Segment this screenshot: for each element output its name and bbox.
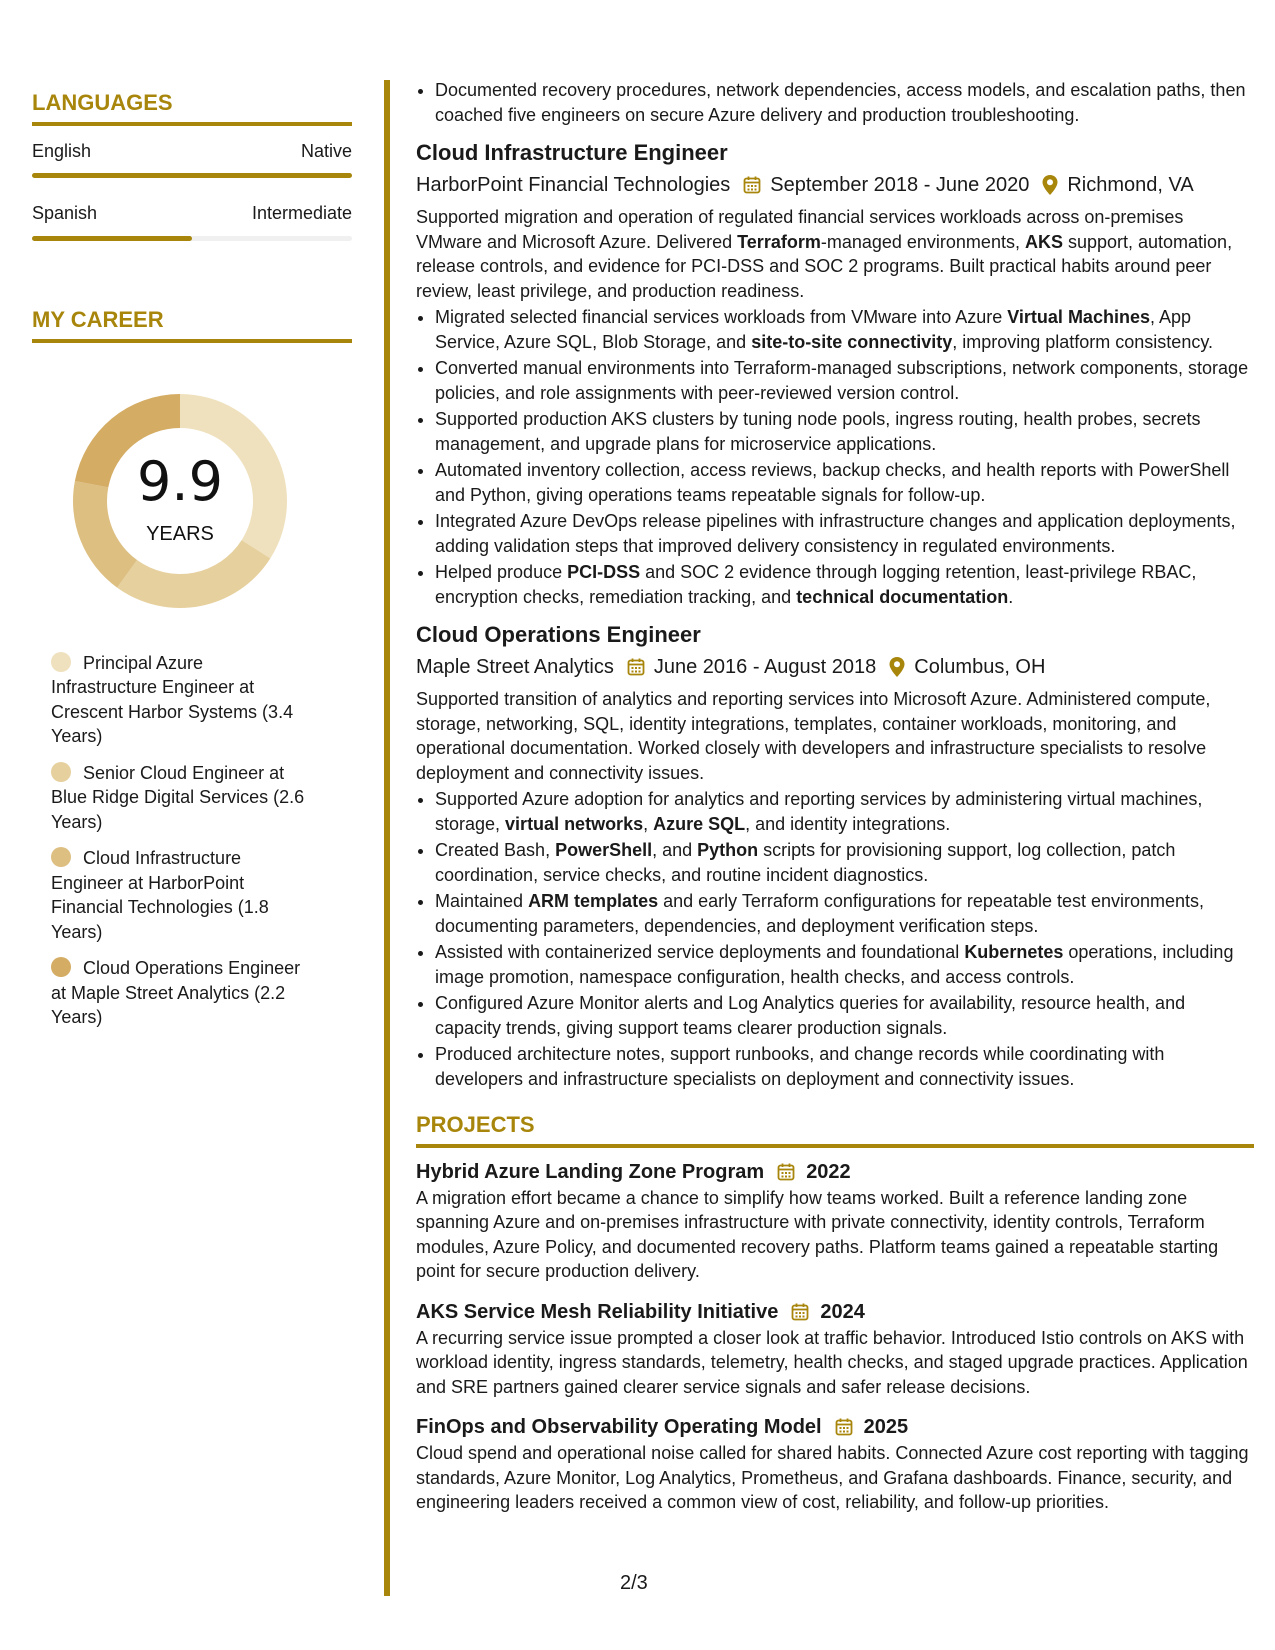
career-unit: YEARS bbox=[146, 522, 214, 545]
legend-dot bbox=[51, 847, 71, 867]
column-divider bbox=[384, 80, 390, 1596]
bullet-item: • Automated inventory collection, access reviews, backup checks, and health reports with PowerShell and Python, giving operations teams repeatable signals for follow-up. bbox=[435, 458, 1254, 507]
job-title: Cloud Infrastructure Engineer bbox=[416, 140, 728, 165]
job-entry bbox=[416, 139, 1254, 609]
bullet-item: • Assisted with containerized service deployments and foundational Kubernetes operations, including image promotion, namespace configuration, health checks, and access controls. bbox=[435, 940, 1254, 989]
legend-label: Principal Azure Infrastructure Engineer at Crescent Harbor Systems (3.4 Years) bbox=[51, 652, 294, 747]
project-description: Cloud spend and operational noise called for shared habits. Connected Azure cost reporting with tagging standards, Azure Monitor, Log Analytics, Prometheus, and Grafana dashboards. Finance, security, and engineering leaders received a common view of cost, reliability, and follow-up priorities. bbox=[416, 1443, 1249, 1512]
project-year: 2022 bbox=[806, 1160, 851, 1183]
career-title: MY CAREER bbox=[32, 309, 352, 343]
language-row bbox=[32, 140, 352, 178]
location-pin-icon bbox=[888, 656, 906, 678]
project-title: Hybrid Azure Landing Zone Program bbox=[416, 1160, 765, 1183]
job-company: HarborPoint Financial Technologies bbox=[416, 174, 731, 196]
bullet-item: • Migrated selected financial services workloads from VMware into Azure Virtual Machines, App Service, Azure SQL, Blob Storage, and site-to-site connectivity, improving platform consistency. bbox=[435, 305, 1254, 354]
bullet-item: • Configured Azure Monitor alerts and Log Analytics queries for availability, resource health, and capacity trends, giving support teams clearer production signals. bbox=[435, 991, 1254, 1040]
bullet-item: • Supported Azure adoption for analytics and reporting services by administering virtual machines, storage, virtual networks, Azure SQL, and identity integrations. bbox=[435, 787, 1254, 836]
legend-label: Senior Cloud Engineer at Blue Ridge Digital Services (2.6 Years) bbox=[51, 762, 305, 832]
projects-title: PROJECTS bbox=[416, 1113, 1254, 1148]
job-meta bbox=[416, 653, 1254, 681]
job-dates: September 2018 - June 2020 bbox=[770, 174, 1030, 196]
project-description: A recurring service issue prompted a closer look at traffic behavior. Introduced Istio controls on AKS with workload identity, ingress standards, telemetry, health checks, and staged upgrade practices. Application and SRE partners gained clearer service signals and safer release decisions. bbox=[416, 1327, 1248, 1397]
location-pin-icon bbox=[1041, 174, 1059, 196]
bullet-item: • Produced architecture notes, support runbooks, and change records while coordinating with developers and infrastructure specialists on deployment and connectivity issues. bbox=[435, 1042, 1254, 1091]
project-entry bbox=[416, 1158, 1254, 1284]
job-entry bbox=[416, 621, 1254, 1091]
project-year: 2025 bbox=[863, 1416, 909, 1438]
project-title: FinOps and Observability Operating Model bbox=[416, 1416, 822, 1438]
project-title-row bbox=[416, 1413, 1254, 1441]
languages-title: LANGUAGES bbox=[32, 92, 352, 126]
continued-bullets bbox=[416, 78, 1254, 127]
job-dates: June 2016 - August 2018 bbox=[653, 656, 877, 678]
projects-list bbox=[416, 1158, 1254, 1515]
bullet-item: • Documented recovery procedures, network dependencies, access models, and escalation paths, then coached five engineers on secure Azure delivery and production troubleshooting. bbox=[435, 78, 1254, 127]
bullet-item: • Maintained ARM templates and early Terraform configurations for repeatable test environments, documenting parameters, dependencies, and deployment verification steps. bbox=[435, 889, 1254, 938]
career-legend bbox=[32, 651, 311, 1030]
language-level: Intermediate bbox=[251, 203, 352, 224]
legend-label: Cloud Infrastructure Engineer at HarborPoint Financial Technologies (1.8 Years) bbox=[51, 848, 269, 942]
career-legend-item bbox=[51, 651, 311, 749]
project-year: 2024 bbox=[820, 1300, 865, 1323]
experience-list bbox=[416, 139, 1254, 1091]
legend-dot bbox=[51, 652, 71, 672]
career-legend-item bbox=[51, 956, 311, 1030]
language-level: Native bbox=[300, 141, 352, 161]
career-legend-item bbox=[51, 761, 311, 835]
calendar-icon bbox=[776, 1162, 796, 1182]
job-summary: Supported transition of analytics and reporting services into Microsoft Azure. Administered compute, storage, networking, SQL, identity integrations, templates, container workloads, monitoring, and operational documentation. Worked closely with developers and infrastructure specialists to resolve deployment and connectivity issues. bbox=[416, 689, 1211, 783]
job-bullets bbox=[416, 787, 1254, 1091]
bullet-item: • Integrated Azure DevOps release pipelines with infrastructure changes and application deployments, adding validation steps that improved delivery consistency in regulated environments. bbox=[435, 509, 1254, 558]
donut-slice bbox=[117, 540, 270, 608]
language-head bbox=[32, 140, 352, 163]
career-total: 9.9 bbox=[137, 449, 223, 513]
calendar-icon bbox=[742, 175, 762, 195]
project-entry bbox=[416, 1413, 1254, 1515]
language-name: Spanish bbox=[32, 203, 98, 224]
language-name: English bbox=[32, 141, 92, 161]
career-legend-item bbox=[51, 846, 311, 944]
project-title-row bbox=[416, 1298, 1254, 1326]
language-row bbox=[32, 202, 352, 240]
job-company: Maple Street Analytics bbox=[416, 656, 614, 678]
language-bar bbox=[32, 236, 352, 241]
job-location: Columbus, OH bbox=[914, 656, 1046, 678]
language-bar-fill bbox=[32, 173, 352, 178]
bullet-item: • Created Bash, PowerShell, and Python scripts for provisioning support, log collection, patch coordination, service checks, and routine incident diagnostics. bbox=[435, 838, 1254, 887]
legend-dot bbox=[51, 957, 71, 977]
calendar-icon bbox=[790, 1302, 810, 1322]
career-section bbox=[32, 306, 352, 1030]
language-bar bbox=[32, 173, 352, 178]
legend-dot bbox=[51, 762, 71, 782]
language-head bbox=[32, 202, 352, 225]
job-title: Cloud Operations Engineer bbox=[416, 622, 701, 647]
project-title-row bbox=[416, 1158, 1254, 1186]
project-description: A migration effort became a chance to simplify how teams worked. Built a reference landing zone spanning Azure and on-premises infrastructure with private connectivity, identity controls, Terraform modules, Azure Policy, and documented recovery paths. Platform teams gained a repeatable starting point for secure production delivery. bbox=[416, 1187, 1219, 1281]
language-bar-fill bbox=[32, 236, 192, 241]
calendar-icon bbox=[834, 1417, 854, 1437]
bullet-item: • Supported production AKS clusters by tuning node pools, ingress routing, health probes, secrets management, and upgrade plans for microservice applications. bbox=[435, 407, 1254, 456]
bullet-item: • Helped produce PCI-DSS and SOC 2 evidence through logging retention, least-privilege RBAC, encryption checks, remediation tracking, and technical documentation. bbox=[435, 560, 1254, 609]
bullet-item: • Converted manual environments into Terraform-managed subscriptions, network components, storage policies, and role assignments with peer-reviewed version control. bbox=[435, 356, 1254, 405]
legend-label: Cloud Operations Engineer at Maple Street Analytics (2.2 Years) bbox=[51, 958, 301, 1028]
main-content bbox=[416, 78, 1254, 1529]
project-entry bbox=[416, 1298, 1254, 1400]
project-title: AKS Service Mesh Reliability Initiative bbox=[416, 1300, 779, 1323]
job-bullets bbox=[416, 305, 1254, 609]
career-donut-chart bbox=[66, 387, 294, 615]
page-number: 2/3 bbox=[620, 1572, 648, 1594]
job-meta bbox=[416, 171, 1254, 199]
job-summary: Supported migration and operation of regulated financial services workloads across on-premises VMware and Microsoft Azure. Delivered Terraform-managed environments, AKS support, automation, release controls, and evidence for PCI-DSS and SOC 2 programs. Built practical habits around peer review, least privilege, and production readiness. bbox=[416, 207, 1233, 301]
calendar-icon bbox=[626, 657, 646, 677]
job-location: Richmond, VA bbox=[1067, 174, 1194, 196]
sidebar bbox=[32, 92, 352, 1042]
languages-list bbox=[32, 140, 352, 241]
